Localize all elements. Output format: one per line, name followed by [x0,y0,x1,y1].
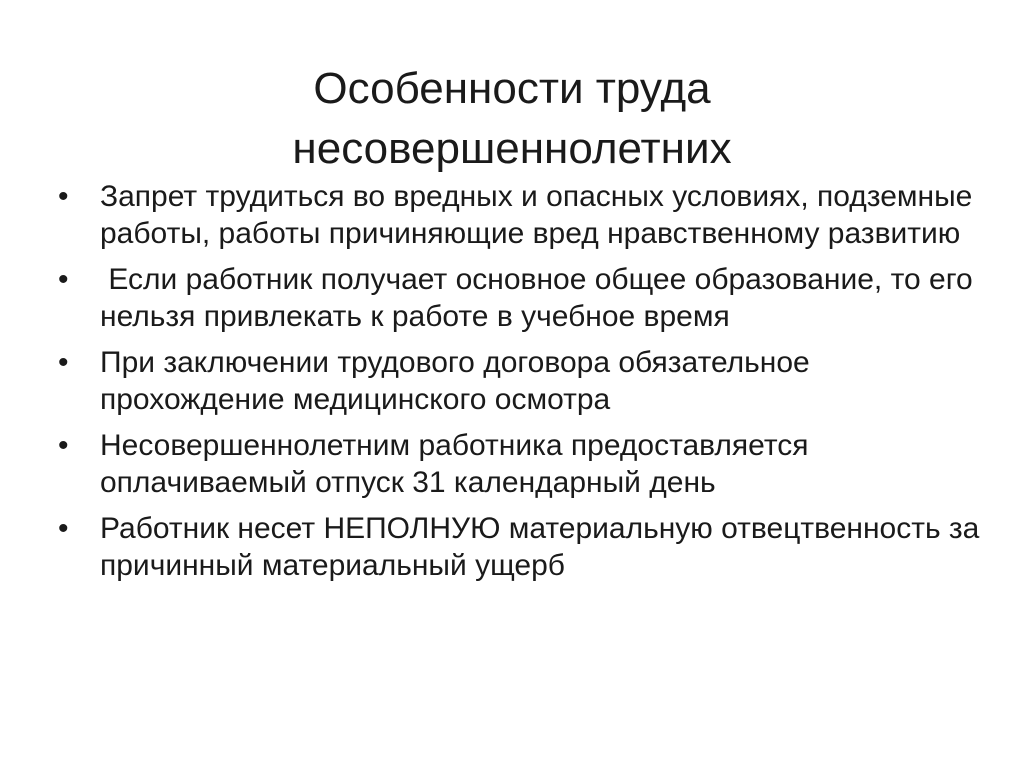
bullet-text: Работник несет НЕПОЛНУЮ материальную отвецтвенность за причинный материальный ущерб [100,512,980,582]
bullet-text: При заключении трудового договора обязательное прохождение медицинского осмотра [100,346,810,416]
slide-title-line-2: несовершеннолетних [292,124,732,174]
bullet-dot-icon: • [58,263,69,296]
slide-title-line-1: Особенности труда [313,64,711,114]
bullet-list [58,178,988,593]
slide-title [60,59,964,179]
bullet-item-4 [58,427,988,501]
bullet-item-5 [58,510,988,584]
bullet-text: Запрет трудиться во вредных и опасных условиях, подземные работы, работы причиняющие вред нравственному развитию [100,180,973,250]
bullet-item-3 [58,344,988,418]
bullet-dot-icon: • [58,512,69,545]
bullet-dot-icon: • [58,346,69,379]
bullet-dot-icon: • [58,429,69,462]
bullet-text: Несовершеннолетним работника предоставляется оплачиваемый отпуск 31 календарный день [100,429,809,499]
bullet-item-1 [58,178,988,252]
bullet-item-2 [58,261,988,335]
bullet-dot-icon: • [58,180,69,213]
bullet-text: Если работник получает основное общее образование, то его нельзя привлекать к работе в учебное время [100,263,982,333]
